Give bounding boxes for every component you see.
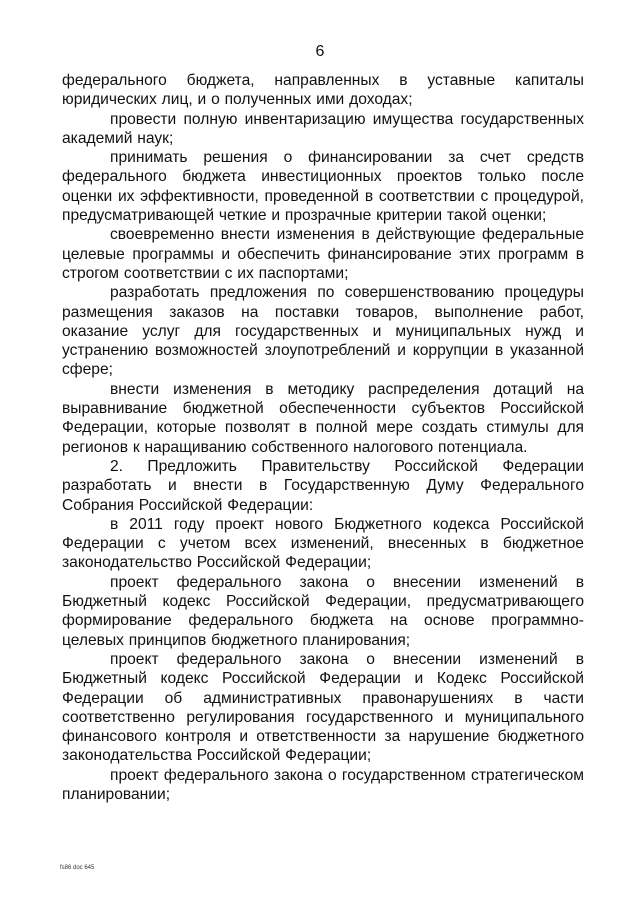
page-number: 6 [315, 43, 325, 60]
document-body [62, 71, 584, 804]
paragraph: провести полную инвентаризацию имущества государственных академий наук; [62, 110, 584, 147]
paragraph: проект федерального закона о внесении изменений в Бюджетный кодекс Российской Федерации и Кодекс Российской Федерации об административных правонарушениях в части соответственно регулирования государственного и муниципального финансового контроля и ответственности за нарушение бюджетного законодательства Российской Федерации; [62, 650, 584, 765]
paragraph: разработать предложения по совершенствованию процедуры размещения заказов на поставки товаров, выполнение работ, оказание услуг для государственных и муниципальных нужд и устранению возможностей злоупотреблений и коррупции в указанной сфере; [62, 284, 584, 379]
paragraph: внести изменения в методику распределения дотаций на выравнивание бюджетной обеспеченности субъектов Российской Федерации, которые позволят в полной мере создать стимулы для регионов к наращиванию собственного налогового потенциала. [62, 380, 584, 456]
paragraph-numbered: 2. Предложить Правительству Российской Федерации разработать и внести в Государственную Думу Федерального Собрания Российской Федерации: [62, 457, 584, 514]
footer-doc-id: fs86 doc 645 [60, 865, 95, 871]
paragraph: принимать решения о финансировании за счет средств федерального бюджета инвестиционных проектов только после оценки их эффективности, проведенной в соответствии с процедурой, предусматривающей четкие и прозрачные критерии такой оценки; [62, 149, 584, 225]
paragraph: своевременно внести изменения в действующие федеральные целевые программы и обеспечить финансирование этих программ в строгом соответствии с их паспортами; [62, 226, 584, 282]
paragraph: проект федерального закона о внесении изменений в Бюджетный кодекс Российской Федерации, предусматривающего формирование федерального бюджета на основе программно-целевых принципов бюджетного планирования; [62, 573, 584, 649]
paragraph: в 2011 году проект нового Бюджетного кодекса Российской Федерации с учетом всех изменений, внесенных в бюджетное законодательство Российской Федерации; [62, 515, 584, 572]
paragraph-continuation: федерального бюджета, направленных в уставные капиталы юридических лиц, и о полученных ими доходах; [62, 72, 584, 109]
paragraph: проект федерального закона о государственном стратегическом планировании; [62, 766, 584, 803]
